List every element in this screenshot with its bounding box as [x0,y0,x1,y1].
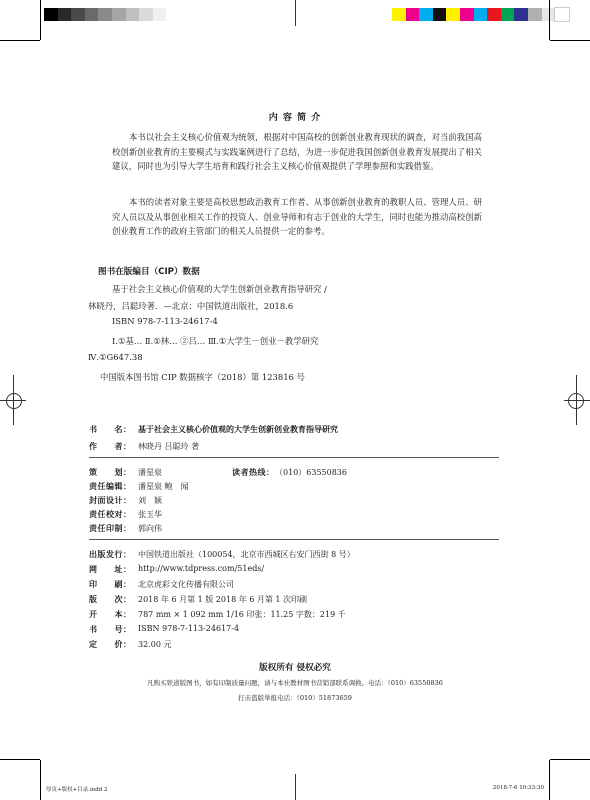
isbn: ISBN 978-7-113-24617-4 [138,624,240,633]
publisher-label: 出版发行： [89,550,132,559]
planner-label: 策 划： [89,468,132,477]
format-label: 开 本： [89,610,132,619]
divider [89,457,499,458]
crop-mark [550,759,590,760]
gray-swatch [44,8,58,21]
website: http://www.tdpress.com/51eds/ [138,564,265,573]
copyright-note: 凡购买铁道版图书，如有印制质量问题，请与本社教材图书营销部联系调换。电话：（010）63550836 [147,679,443,687]
editor-label: 责任编辑： [89,482,132,491]
hotline: （010）63550836 [275,468,347,477]
color-swatch [555,8,569,21]
file-slug: 厚页+版权+目录.indd 2 [46,787,108,793]
registration-mark [568,393,584,409]
cover-design-label: 封面设计： [89,496,132,505]
printer-label: 印 刷： [89,580,132,589]
printer: 北京虎彩文化传播有限公司 [138,580,234,589]
website-label: 网 址： [89,565,132,574]
color-swatch [487,8,501,21]
cip-line: ISBN 978-7-113-24617-4 [112,316,218,326]
color-swatch [460,8,474,21]
cip-line: 林晓丹，吕聪玲著．—北京：中国铁道出版社，2018.6 [88,301,294,311]
divider [89,539,499,540]
gray-swatch [112,8,126,21]
color-swatch [419,8,433,21]
author: 林晓丹 吕聪玲 著 [138,442,200,451]
edition-label: 版 次： [89,595,132,604]
price-label: 定 价： [89,640,132,649]
color-swatch [406,8,420,21]
proofreader-label: 责任校对： [89,510,132,519]
cip-line: 基于社会主义核心价值观的大学生创新创业教育指导研究 / [112,284,327,294]
copyright-title: 版权所有 侵权必究 [259,663,331,673]
planner: 潘星泉 [138,468,162,477]
editor: 潘星泉 鲍 闻 [138,482,189,491]
price: 32.00 元 [138,640,172,649]
hotline-label: 读者热线： [232,468,275,477]
color-swatch [474,8,488,21]
gray-swatch [85,8,99,21]
cip-heading: 图书在版编目（CIP）数据 [98,267,200,277]
cip-line: 中国版本图书馆 CIP 数据核字（2018）第 123816 号 [100,372,305,382]
crop-mark [549,0,550,40]
book-name: 基于社会主义核心价值观的大学生创新创业教育指导研究 [138,425,338,434]
crop-mark [40,760,41,800]
gray-swatch [139,8,153,21]
gray-swatch [153,8,167,21]
registration-mark [295,0,296,26]
isbn-label: 书 号： [89,625,132,634]
crop-mark [0,40,40,41]
cover-design: 刘 颖 [138,496,162,505]
color-swatch [392,8,406,21]
color-swatch [514,8,528,21]
crop-mark [550,40,590,41]
print-supervisor: 郭向伟 [138,524,162,533]
crop-mark [40,0,41,40]
print-supervisor-label: 责任印制： [89,524,132,533]
gray-swatch [126,8,140,21]
gray-swatch [98,8,112,21]
gray-swatch [71,8,85,21]
edition: 2018 年 6 月第 1 版 2018 年 6 月第 1 次印刷 [138,595,308,604]
cip-line: Ⅰ.①基… Ⅱ.①林… ②吕… Ⅲ.①大学生－创业－教学研究 [112,336,319,346]
summary-paragraph-2: 本书的读者对象主要是高校思想政治教育工作者、从事创新创业教育的教职人员、管理人员、研究人员以及从事创业相关工作的投资人、创业导师和有志于创业的大学生，同时也能为推动高校创新创业教育工作的政府主管部门的相关人员提供一定的参考。 [112,197,482,236]
color-swatch [446,8,460,21]
publisher: 中国铁道出版社（100054，北京市西城区右安门西街 8 号） [138,550,355,559]
summary-title: 内 容 简 介 [268,113,322,123]
book-name-label: 书 名： [89,425,132,434]
summary-paragraph-1: 本书以社会主义核心价值观为统领，根据对中国高校的创新创业教育现状的调查，对当前我国高校创新创业教育的主要模式与实践案例进行了总结，为进一步促进我国创新创业教育发展提出了相关建议，同时也为引导大学生培育和践行社会主义核心价值观提供了学理参照和实践借鉴。 [112,132,482,171]
color-swatch [433,8,447,21]
crop-mark [0,759,40,760]
registration-mark [6,393,22,409]
format: 787 mm × 1 092 mm 1/16 印张：11.25 字数：219 千 [138,610,346,619]
color-swatch [528,8,542,21]
gray-swatch [58,8,72,21]
color-swatch [501,8,515,21]
cip-line: Ⅳ.①G647.38 [88,352,143,362]
author-label: 作 者： [89,442,132,451]
proofreader: 张玉华 [138,510,162,519]
piracy-hotline: 打击盗版举报电话：（010）51873659 [238,694,352,702]
crop-mark [549,760,550,800]
timestamp-slug: 2018-7-6 10:33:30 [492,785,544,791]
registration-mark [295,774,296,800]
